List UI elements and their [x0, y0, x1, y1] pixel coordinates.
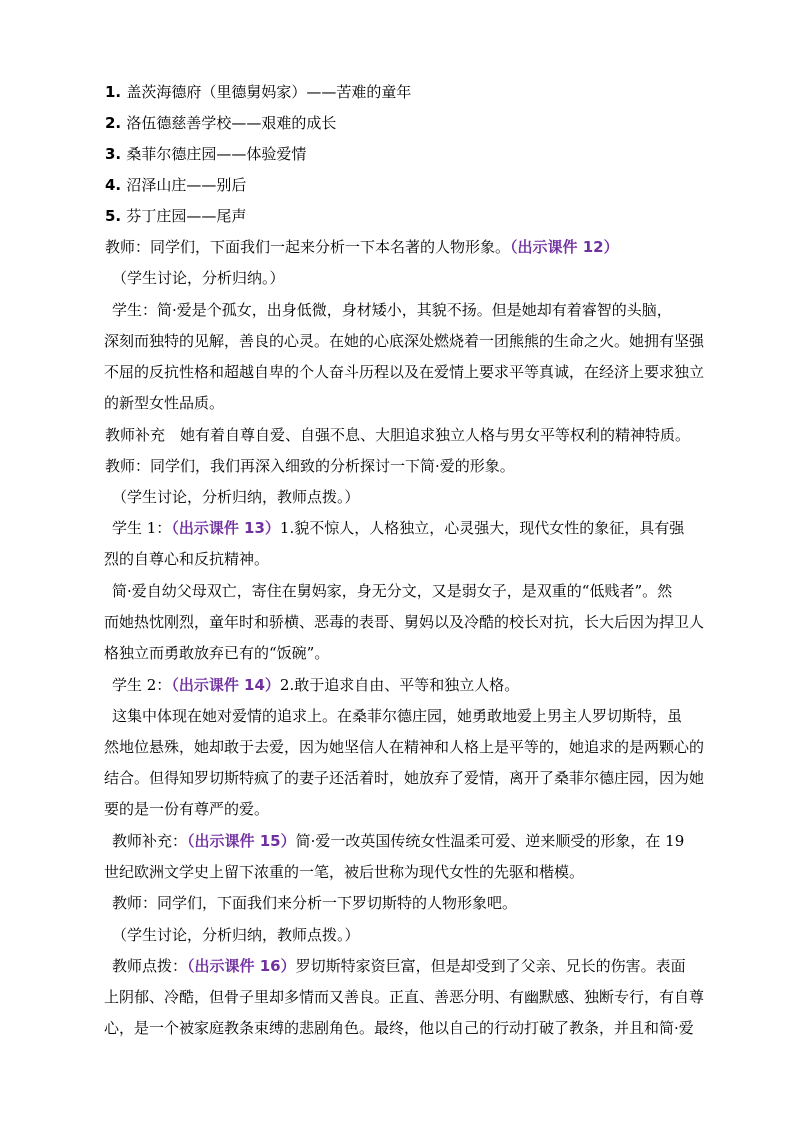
jane-paragraph-line-1: [112, 582, 732, 600]
teacher-line-1: [105, 238, 725, 256]
paragraph-text: 深刻而独特的见解，善良的心灵。在她的心底深处燃烧着一团熊熊的生命之火。她拥有坚强: [104, 332, 705, 350]
speaker-label: 学生 1：: [112, 519, 172, 537]
paragraph-text: 然地位悬殊，她却敢于去爱，因为她坚信人在精神和人格上是平等的，她追求的是两颗心的: [104, 738, 705, 756]
outline-text: 沼泽山庄——别后: [126, 176, 247, 194]
outline-text: 盖茨海德府（里德舅妈家）——苦难的童年: [126, 83, 412, 101]
courseware-cue: （出示课件 14）: [171, 676, 280, 694]
paragraph-text: 学生：简·爱是个孤女，出身低微，身材矮小，其貌不扬。但是她却有着睿智的头脑，: [112, 301, 672, 319]
courseware-cue: （出示课件 15）: [187, 832, 296, 850]
courseware-cue: （出示课件 12）: [510, 238, 619, 256]
courseware-cue: （出示课件 16）: [187, 957, 296, 975]
speaker-label: 教师补充：: [112, 832, 188, 850]
paragraph-text: 教师：同学们，我们再深入细致的分析探讨一下简·爱的形象。: [105, 457, 515, 475]
student-answer-line-2: [104, 332, 724, 350]
speaker-label: 教师点拨：: [112, 957, 188, 975]
outline-number: 2.: [105, 114, 122, 132]
paragraph-text: 这集中体现在她对爱情的追求上。在桑菲尔德庄园，她勇敢地爱上男主人罗切斯特，虽: [112, 707, 683, 725]
student-answer-line-1: [112, 301, 732, 319]
paragraph-text: 教师：同学们，下面我们来分析一下罗切斯特的人物形象吧。: [112, 894, 518, 912]
paragraph-text: 教师：同学们，下面我们一起来分析一下本名著的人物形象。: [105, 238, 511, 256]
jane-paragraph-line-2: [104, 613, 724, 631]
paragraph-text: 不屈的反抗性格和超越自卑的个人奋斗历程以及在爱情上要求平等真诚，在经济上要求独立: [104, 363, 705, 381]
outline-number: 4.: [105, 176, 122, 194]
paragraph-text: 简·爱一改英国传统女性温柔可爱、逆来顺受的形象，在 19: [295, 832, 685, 850]
outline-number: 5.: [105, 207, 122, 225]
paragraph-text: 而她热忱刚烈，童年时和骄横、恶毒的表哥、舅妈以及冷酷的校长对抗，长大后因为捍卫人: [104, 613, 705, 631]
paragraph-text: 烈的自尊心和反抗精神。: [104, 550, 270, 568]
paragraph-text: 格独立而勇敢放弃已有的“饭碗”。: [104, 644, 330, 662]
paragraph-text: 2.敢于追求自由、平等和独立人格。: [279, 676, 520, 694]
outline-text: 桑菲尔德庄园——体验爱情: [126, 145, 307, 163]
paragraph-text: 1.貌不惊人，人格独立，心灵强大，现代女性的象征，具有强: [279, 519, 685, 537]
student-answer-line-4: [104, 394, 724, 412]
student-discussion-note: [112, 269, 732, 287]
outline-item-5: [105, 207, 725, 225]
outline-text: 芬丁庄园——尾声: [126, 207, 247, 225]
love-paragraph-line-3: [104, 769, 724, 787]
outline-item-2: [105, 114, 725, 132]
teacher-guide-line-1: [112, 957, 732, 975]
courseware-cue: （出示课件 13）: [171, 519, 280, 537]
student-1-line-2: [104, 550, 724, 568]
outline-item-3: [105, 145, 725, 163]
teacher-line-3: [112, 894, 732, 912]
student-1-line-1: [112, 519, 732, 537]
outline-item-4: [105, 176, 725, 194]
outline-text: 洛伍德慈善学校——艰难的成长: [126, 114, 337, 132]
paragraph-text: 罗切斯特家资巨富，但是却受到了父亲、兄长的伤害。表面: [295, 957, 686, 975]
love-paragraph-line-2: [104, 738, 724, 756]
paragraph-text: （学生讨论，分析归纳，教师点拨。）: [112, 926, 360, 944]
paragraph-text: 的新型女性品质。: [104, 394, 225, 412]
outline-number: 1.: [105, 83, 122, 101]
paragraph-text: 心，是一个被家庭教条束缚的悲剧角色。最终，他以自己的行动打破了教条，并且和简·爱: [104, 1019, 694, 1037]
outline-item-1: [105, 83, 725, 101]
student-answer-line-3: [104, 363, 724, 381]
paragraph-text: 简·爱自幼父母双亡，寄住在舅妈家，身无分文，又是弱女子，是双重的“低贱者”。然: [112, 582, 673, 600]
student-discussion-note-3: [112, 926, 732, 944]
paragraph-text: （学生讨论，分析归纳。）: [112, 269, 285, 287]
teacher-line-2: [105, 457, 725, 475]
teacher-guide-line-3: [104, 1019, 724, 1037]
outline-number: 3.: [105, 145, 122, 163]
paragraph-text: 上阴郁、冷酷，但骨子里却多情而又善良。正直、善恶分明、有幽默感、独断专行，有自尊: [104, 988, 705, 1006]
jane-paragraph-line-3: [104, 644, 724, 662]
teacher-guide-line-2: [104, 988, 724, 1006]
paragraph-text: 教师补充 她有着自尊自爱、自强不息、大胆追求独立人格与男女平等权利的精神特质。: [105, 426, 691, 444]
love-paragraph-line-4: [104, 800, 724, 818]
love-paragraph-line-1: [112, 707, 732, 725]
teacher-supplement-1: [105, 426, 725, 444]
teacher-supplement-2-line-2: [104, 863, 724, 881]
paragraph-text: 结合。但得知罗切斯特疯了的妻子还活着时，她放弃了爱情，离开了桑菲尔德庄园，因为她: [104, 769, 705, 787]
student-2-line: [112, 676, 732, 694]
paragraph-text: 要的是一份有尊严的爱。: [104, 800, 270, 818]
paragraph-text: （学生讨论，分析归纳，教师点拨。）: [112, 488, 360, 506]
paragraph-text: 世纪欧洲文学史上留下浓重的一笔，被后世称为现代女性的先驱和楷模。: [104, 863, 585, 881]
speaker-label: 学生 2：: [112, 676, 172, 694]
student-discussion-note-2: [112, 488, 732, 506]
teacher-supplement-2-line-1: [112, 832, 732, 850]
